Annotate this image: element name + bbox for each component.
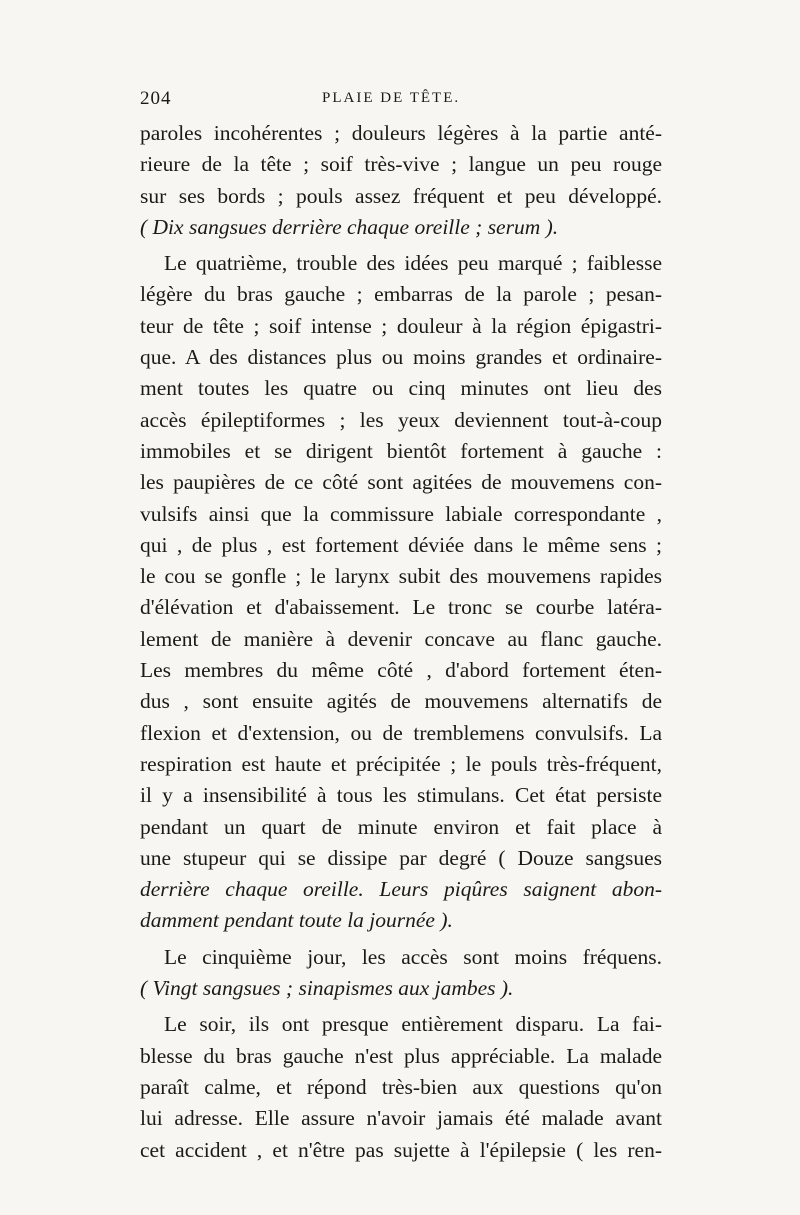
text-line: une stupeur qui se dissipe par degré ( Douze sangsues	[140, 845, 662, 870]
text-line: blesse du bras gauche n'est plus appréciable. La malade	[140, 1043, 662, 1068]
text-line: Les membres du même côté , d'abord fortement éten-	[140, 658, 662, 683]
text-line: accès épileptiformes ; les yeux deviennent tout-à-coup	[140, 407, 662, 432]
text-line: vulsifs ainsi que la commissure labiale correspondante ,	[140, 501, 662, 526]
text-line: Le soir, ils ont presque entièrement disparu. La fai-	[164, 1012, 662, 1037]
text-line: flexion et d'extension, ou de tremblemens convulsifs. La	[140, 720, 662, 745]
paragraph	[140, 942, 662, 1005]
text-line: cet accident , et n'être pas sujette à l'épilepsie ( les ren-	[140, 1137, 662, 1162]
paragraph	[140, 118, 662, 243]
page-header	[140, 88, 660, 116]
text-line: Le cinquième jour, les accès sont moins fréquens.	[164, 944, 662, 969]
page-number: 204	[140, 88, 172, 109]
text-line: lui adresse. Elle assure n'avoir jamais été malade avant	[140, 1106, 662, 1131]
text-line: que. A des distances plus ou moins grandes et ordinaire-	[140, 345, 662, 370]
running-title: PLAIE DE TÊTE.	[322, 90, 461, 106]
paragraph	[140, 248, 662, 937]
text-line: pendant un quart de minute environ et fait place à	[140, 814, 662, 839]
text-line: ment toutes les quatre ou cinq minutes ont lieu des	[140, 376, 662, 401]
text-line: paroles incohérentes ; douleurs légères à la partie anté-	[140, 121, 662, 145]
text-line: paraît calme, et répond très-bien aux questions qu'on	[140, 1074, 662, 1099]
text-line: damment pendant toute la journée ).	[140, 908, 453, 933]
text-line: lement de manière à devenir concave au flanc gauche.	[140, 626, 662, 651]
text-line: Le quatrième, trouble des idées peu marqué ; faiblesse	[164, 251, 662, 276]
text-line: sur ses bords ; pouls assez fréquent et peu développé.	[140, 183, 662, 208]
text-line: qui , de plus , est fortement déviée dans le même sens ;	[140, 532, 662, 557]
text-line: les paupières de ce côté sont agitées de mouvemens con-	[140, 470, 662, 495]
body-text	[140, 118, 662, 1166]
text-line: immobiles et se dirigent bientôt fortement à gauche :	[140, 438, 662, 463]
text-line: derrière chaque oreille. Leurs piqûres saignent abon-	[140, 877, 662, 902]
text-line: légère du bras gauche ; embarras de la parole ; pesan-	[140, 282, 662, 307]
text-line: il y a insensibilité à tous les stimulans. Cet état persiste	[140, 783, 662, 808]
text-line: rieure de la tête ; soif très-vive ; langue un peu rouge	[140, 152, 662, 177]
text-line: respiration est haute et précipitée ; le pouls très-fréquent,	[140, 751, 662, 776]
paragraph	[140, 1009, 662, 1165]
text-line: ( Dix sangsues derrière chaque oreille ; serum ).	[140, 214, 559, 239]
text-line: le cou se gonfle ; le larynx subit des mouvemens rapides	[140, 564, 662, 589]
text-line: teur de tête ; soif intense ; douleur à la région épigastri-	[140, 313, 662, 338]
text-line: d'élévation et d'abaissement. Le tronc se courbe latéra-	[140, 595, 662, 620]
text-line: ( Vingt sangsues ; sinapismes aux jambes ).	[140, 976, 514, 1001]
text-line: dus , sont ensuite agités de mouvemens alternatifs de	[140, 689, 662, 714]
